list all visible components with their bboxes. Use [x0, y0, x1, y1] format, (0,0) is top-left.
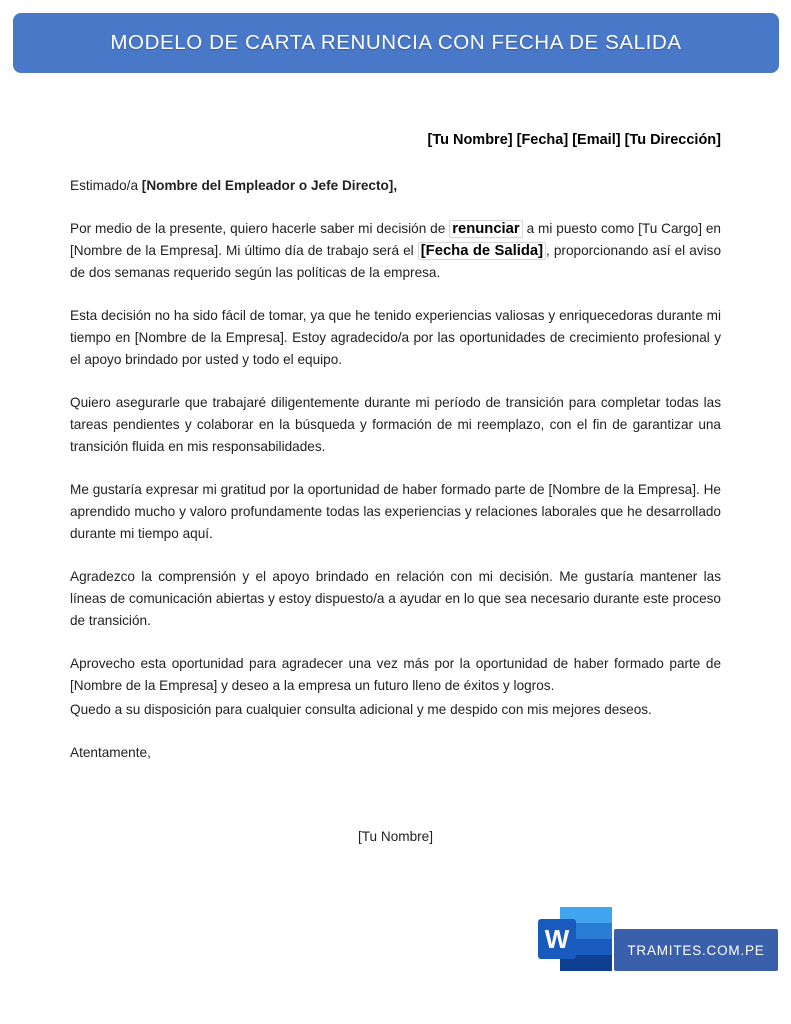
p1-part-b: a mi puesto como [Tu Cargo] en [Nombre de la Empresa]. Mi último día de trabajo será el: [70, 221, 721, 258]
site-badge-text: TRAMITES.COM.PE: [627, 942, 765, 958]
paragraph-5: Agradezco la comprensión y el apoyo brindado en relación con mi decisión. Me gustaría mantener las líneas de comunicación abiertas y estoy dispuesto/a a ayudar en lo que sea necesario durante este proceso de transición.: [70, 569, 721, 628]
salutation-prefix: Estimado/a: [70, 178, 139, 193]
closing: Atentamente,: [70, 745, 151, 760]
sender-header: [Tu Nombre] [Fecha] [Email] [Tu Dirección]: [427, 132, 721, 148]
paragraph-2: Esta decisión no ha sido fácil de tomar, ya que he tenido experiencias valiosas y enriquecedoras durante mi tiempo en [Nombre de la Empresa]. Estoy agradecido/a por las oportunidades de crecimiento profesional y el apoyo brindado por usted y todo el equipo.: [70, 308, 721, 367]
p1-part-c: , proporcionando así el aviso de dos semanas requerido según las políticas de la empresa.: [70, 243, 721, 280]
paragraph-7: Quedo a su disposición para cualquier consulta adicional y me despido con mis mejores deseos.: [70, 702, 652, 717]
paragraph-1: [70, 218, 721, 284]
title-banner: [13, 13, 779, 73]
salutation: [70, 175, 721, 197]
highlight-fecha-salida: [Fecha de Salida]: [418, 242, 546, 260]
paragraph-3: Quiero asegurarle que trabajaré diligentemente durante mi período de transición para completar todas las tareas pendientes y colaborar en la búsqueda y formación de mi reemplazo, con el fin de garantizar una transición fluida en mis responsabilidades.: [70, 395, 721, 454]
p1-part-a: Por medio de la presente, quiero hacerle saber mi decisión de: [70, 221, 446, 236]
letter-body: [70, 175, 721, 764]
highlight-renunciar: renunciar: [449, 220, 522, 238]
paragraph-4: Me gustaría expresar mi gratitud por la oportunidad de haber formado parte de [Nombre de la Empresa]. He aprendido mucho y valoro profundamente todas las experiencias y relaciones laborales que he desarrollado durante mi tiempo aquí.: [70, 482, 721, 541]
employer-name: [Nombre del Empleador o Jefe Directo],: [141, 178, 398, 193]
signature-name: [Tu Nombre]: [357, 829, 434, 844]
site-badge[interactable]: [614, 929, 778, 971]
word-icon: [538, 907, 612, 971]
word-icon-letter: W: [544, 924, 570, 954]
paragraph-6: Aprovecho esta oportunidad para agradecer una vez más por la oportunidad de haber formado parte de [Nombre de la Empresa] y deseo a la empresa un futuro lleno de éxitos y logros.: [70, 656, 721, 693]
page-title: MODELO DE CARTA RENUNCIA CON FECHA DE SALIDA: [110, 31, 682, 54]
